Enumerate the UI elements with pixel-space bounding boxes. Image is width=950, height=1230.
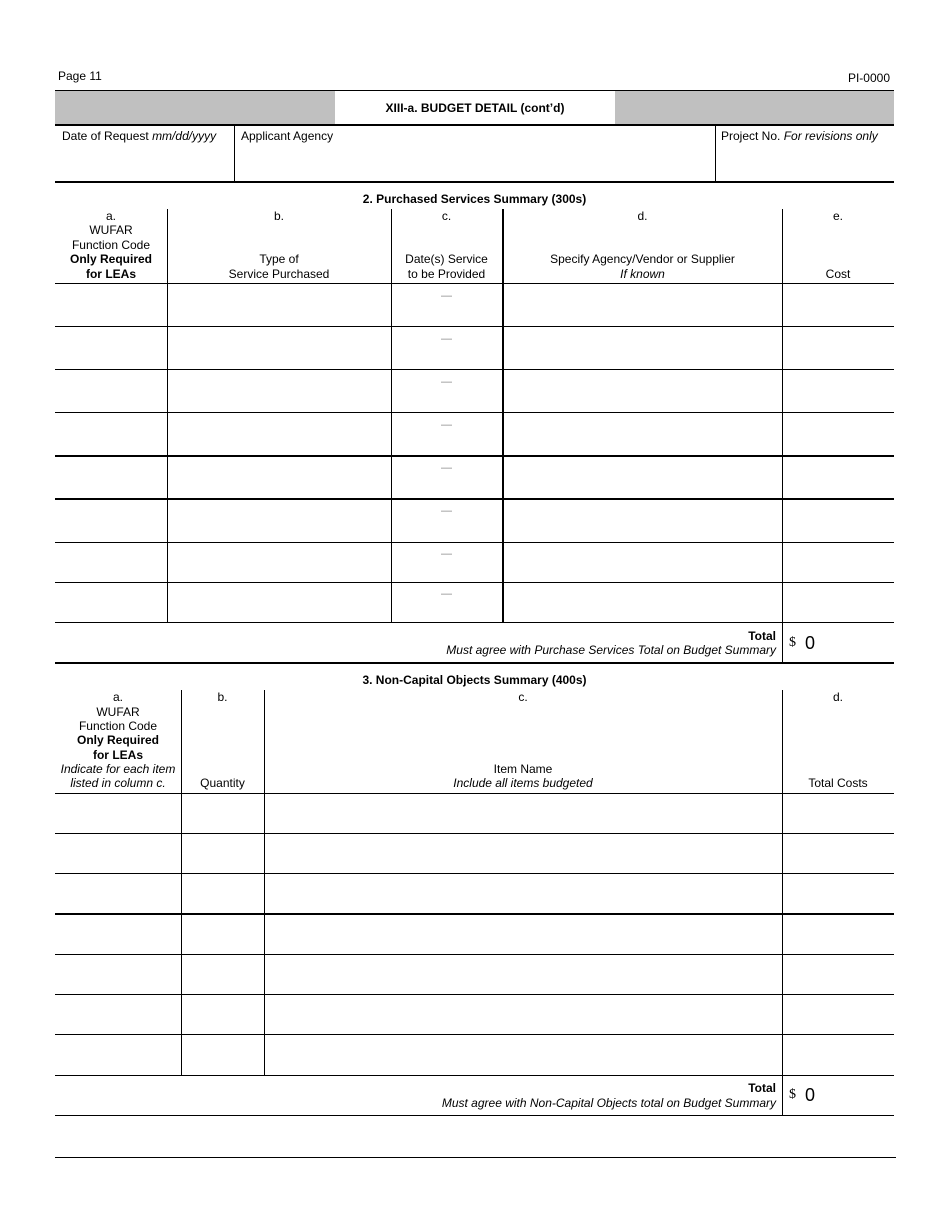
cost-input[interactable] [784,371,892,410]
item-name-input[interactable] [266,956,780,992]
service-type-input[interactable] [169,414,389,453]
purchased-total-label: Total [748,629,776,643]
total-cost-input[interactable] [784,996,892,1032]
cost-input[interactable] [784,584,892,620]
cost-input[interactable] [784,544,892,580]
item-name-input[interactable] [266,875,780,911]
function-code-input[interactable] [57,1036,179,1073]
vendor-input[interactable] [505,414,780,453]
noncapital-total-value: 0 [805,1085,816,1105]
quantity-input[interactable] [183,956,262,992]
total-cost-input[interactable] [784,835,892,871]
item-name-input[interactable] [266,835,780,871]
service-type-input[interactable] [169,544,389,580]
total-cost-input[interactable] [784,956,892,992]
vendor-input[interactable] [505,285,780,324]
page-number: Page 11 [58,69,102,83]
date-of-request-field[interactable] [58,147,230,177]
function-code-input[interactable] [57,544,165,580]
noncapital-total-note: Must agree with Non-Capital Objects total on Budget Summary [441,1096,776,1110]
function-code-input[interactable] [57,285,165,324]
purchased-services-title: 2. Purchased Services Summary (300s) [362,192,587,206]
vendor-input[interactable] [505,544,780,580]
service-type-input[interactable] [169,285,389,324]
quantity-input[interactable] [183,835,262,871]
project-no-field[interactable] [719,147,891,177]
project-no-label: Project No. For revisions only [721,129,878,143]
quantity-input[interactable] [183,1036,262,1073]
vendor-input[interactable] [505,371,780,410]
cost-input[interactable] [784,458,892,496]
total-cost-input[interactable] [784,916,892,952]
item-name-input[interactable] [266,1036,780,1073]
function-code-input[interactable] [57,835,179,871]
noncapital-title: 3. Non-Capital Objects Summary (400s) [362,673,587,687]
service-date-input[interactable]: — [441,462,452,474]
quantity-input[interactable] [183,916,262,952]
purchased-total-currency: $ [789,635,796,650]
service-type-input[interactable] [169,584,389,620]
item-name-input[interactable] [266,996,780,1032]
function-code-input[interactable] [57,584,165,620]
quantity-input[interactable] [183,875,262,911]
item-name-input[interactable] [266,916,780,952]
service-type-input[interactable] [169,458,389,496]
applicant-agency-field[interactable] [238,147,712,177]
vendor-input[interactable] [505,458,780,496]
service-date-input[interactable]: — [441,290,452,302]
vendor-input[interactable] [505,584,780,620]
quantity-input[interactable] [183,996,262,1032]
service-date-input[interactable]: — [441,505,452,517]
service-date-input[interactable]: — [441,376,452,388]
total-cost-input[interactable] [784,795,892,831]
function-code-input[interactable] [57,916,179,952]
function-code-input[interactable] [57,328,165,367]
function-code-input[interactable] [57,956,179,992]
service-date-input[interactable]: — [441,588,452,600]
bottom-rule [55,1157,896,1158]
item-name-input[interactable] [266,795,780,831]
date-of-request-label: Date of Request mm/dd/yyyy [62,129,217,143]
vendor-input[interactable] [505,328,780,367]
quantity-input[interactable] [183,795,262,831]
function-code-input[interactable] [57,996,179,1032]
function-code-input[interactable] [57,501,165,540]
service-date-input[interactable]: — [441,548,452,560]
function-code-input[interactable] [57,795,179,831]
noncapital-total-currency: $ [789,1087,796,1102]
service-type-input[interactable] [169,328,389,367]
cost-input[interactable] [784,501,892,540]
form-id: PI-0000 [847,71,890,85]
applicant-agency-label: Applicant Agency [241,129,334,143]
function-code-input[interactable] [57,875,179,911]
function-code-input[interactable] [57,414,165,453]
cost-input[interactable] [784,285,892,324]
service-date-input[interactable]: — [441,419,452,431]
noncapital-total-label: Total [748,1081,776,1095]
total-cost-input[interactable] [784,1036,892,1073]
form-title: XIII-a. BUDGET DETAIL (cont’d) [385,101,565,115]
service-type-input[interactable] [169,371,389,410]
purchased-total-note: Must agree with Purchase Services Total on Budget Summary [446,643,776,657]
function-code-input[interactable] [57,371,165,410]
cost-input[interactable] [784,414,892,453]
purchased-total-value: 0 [805,633,816,653]
cost-input[interactable] [784,328,892,367]
service-type-input[interactable] [169,501,389,540]
total-cost-input[interactable] [784,875,892,911]
function-code-input[interactable] [57,458,165,496]
vendor-input[interactable] [505,501,780,540]
service-date-input[interactable]: — [441,333,452,345]
